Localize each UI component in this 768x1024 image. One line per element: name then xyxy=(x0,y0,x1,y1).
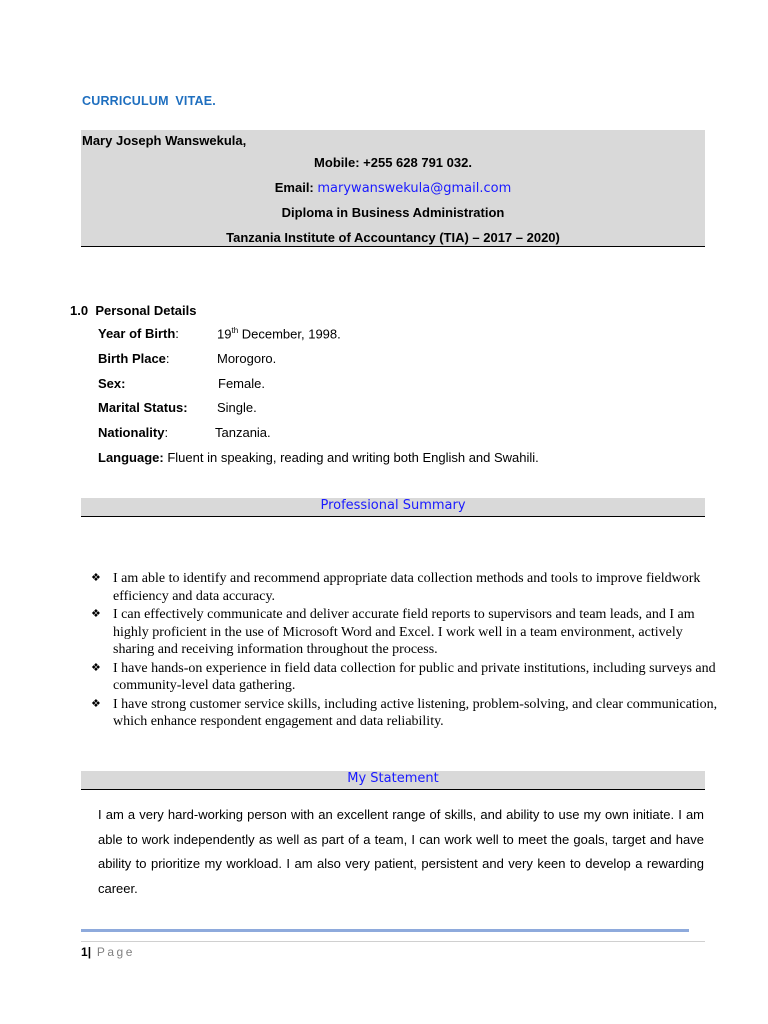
sex-label: Sex: xyxy=(98,376,126,391)
diamond-bullet-icon: ❖ xyxy=(91,661,101,674)
footer-divider xyxy=(81,929,689,932)
statement-text: I am a very hard-working person with an excellent range of skills, and ability to use my own initiate. I am able to work independently as well as part of a team, I can work well to meet the goals, target and have ability to prioritize my workload. I am also very patient, persistent and very keen to develop a rewarding career. xyxy=(98,807,704,896)
nationality-label: Nationality: xyxy=(98,425,169,440)
page-footer xyxy=(81,945,135,959)
footer-separator: | xyxy=(87,945,92,959)
qualification-line: Diploma in Business Administration xyxy=(281,205,505,220)
page-number: 1 xyxy=(81,945,88,959)
my-statement-title: My Statement xyxy=(347,771,439,786)
year-of-birth-value: 19th December, 1998. xyxy=(217,326,341,342)
language-value: Fluent in speaking, reading and writing both English and Swahili. xyxy=(163,450,539,465)
section-number: 1.0 xyxy=(70,303,89,318)
diamond-bullet-icon: ❖ xyxy=(91,572,101,584)
list-item: ❖ I can effectively communicate and deliver accurate field reports to supervisors and team leads, and I am highly proficient in the use of Microsoft Word and Excel. I work well in a team environment, actively sharing and receiving information throughout the process. xyxy=(91,607,695,657)
list-item: ❖ I have hands-on experience in field data collection for public and private institutions, including surveys and community-level data gathering. xyxy=(91,660,716,693)
footer-rule xyxy=(81,941,705,942)
page-label: Page xyxy=(91,945,135,959)
diamond-bullet-icon: ❖ xyxy=(91,608,101,620)
list-item: ❖ I am able to identify and recommend appropriate data collection methods and tools to improve fieldwork efficiency and data accuracy. xyxy=(91,571,701,604)
professional-summary-list xyxy=(91,570,721,732)
professional-summary-title: Professional Summary xyxy=(320,498,466,513)
document-title: CURRICULUM VITAE. xyxy=(82,94,216,108)
diamond-bullet-icon: ❖ xyxy=(91,697,101,710)
email-label: Email: xyxy=(274,180,314,195)
email-link[interactable]: marywanswekula@gmail.com xyxy=(317,181,512,196)
marital-status-value: Single. xyxy=(217,400,257,415)
list-item: ❖ I have strong customer service skills, including active listening, problem-solving, and clear communication, which enhance respondent engagement and data reliability. xyxy=(91,696,718,729)
mobile-line: Mobile: +255 628 791 032. xyxy=(314,155,472,170)
birth-place-label: Birth Place: xyxy=(98,351,170,366)
candidate-name: Mary Joseph Wanswekula, xyxy=(82,133,247,148)
birth-place-value: Morogoro. xyxy=(217,351,277,366)
personal-details-heading xyxy=(70,303,196,318)
sex-value: Female. xyxy=(218,376,265,391)
year-of-birth-label: Year of Birth: xyxy=(98,326,179,341)
section-title: Personal Details xyxy=(95,303,197,318)
language-label: Language: xyxy=(98,450,164,465)
marital-status-label: Marital Status: xyxy=(98,400,188,415)
nationality-value: Tanzania. xyxy=(215,425,271,440)
institution-line: Tanzania Institute of Accountancy (TIA) – 2017 – 2020) xyxy=(226,230,560,245)
email-line xyxy=(81,180,705,196)
language-line xyxy=(98,450,539,465)
